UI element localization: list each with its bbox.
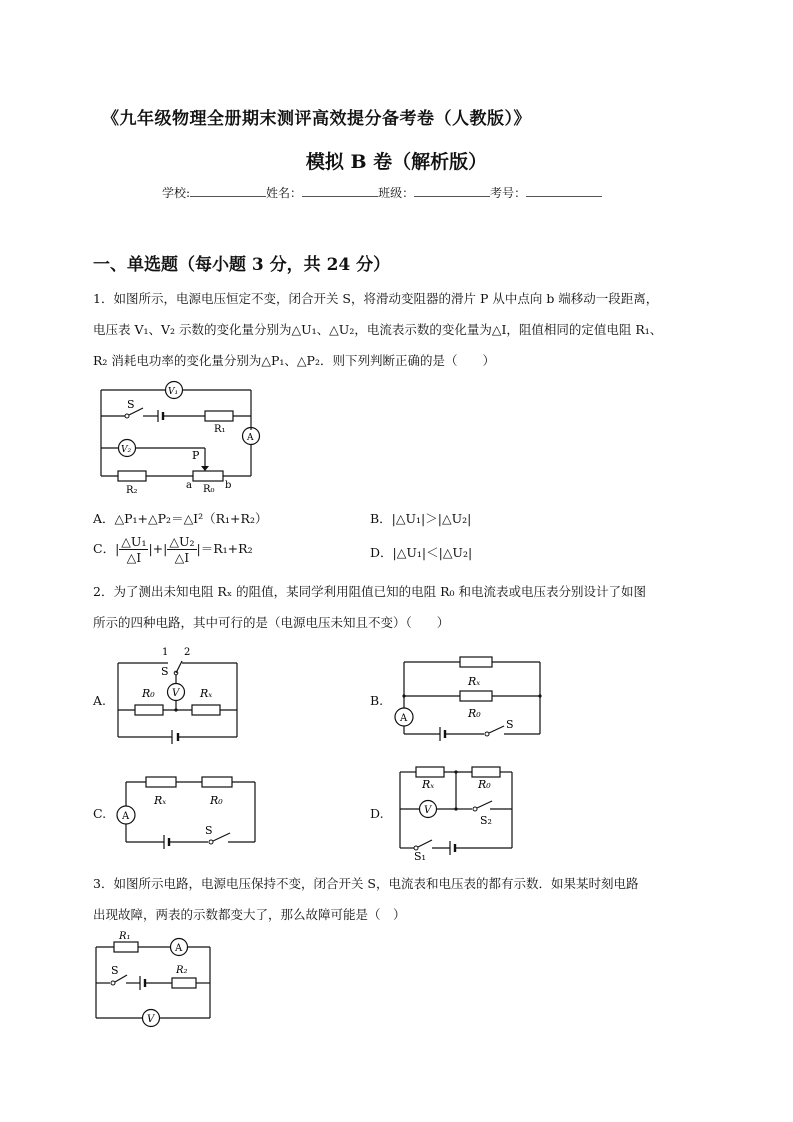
exam-no-label: 考号：	[490, 186, 527, 200]
a-label: A	[122, 811, 130, 822]
document-title: 《九年级物理全册期末测评高效提分备考卷（人教版）》	[102, 109, 531, 129]
exam-no-blank[interactable]	[526, 184, 602, 197]
q2-option-c[interactable]: C.	[93, 806, 107, 821]
r1-resistor-icon	[205, 411, 233, 421]
v-label: V	[147, 1014, 155, 1025]
fraction-2-den: △I	[174, 550, 190, 565]
q2-circuit-a	[110, 645, 245, 750]
q2-option-d[interactable]: D.	[370, 806, 384, 821]
r0-resistor-icon	[472, 767, 500, 777]
r2-label: R₂	[126, 485, 138, 496]
end-b-label: b	[225, 480, 232, 491]
switch-s-icon	[489, 726, 504, 733]
v-label: V	[172, 688, 180, 699]
rx-label: Rₓ	[200, 687, 213, 700]
r0-label: R₀	[478, 778, 491, 791]
fraction-1	[119, 534, 148, 565]
q2-option-b[interactable]: B.	[370, 693, 384, 708]
p-label: P	[192, 449, 200, 462]
q3-stem	[93, 868, 705, 930]
r1-resistor-icon	[114, 942, 138, 952]
s1-label: S₁	[414, 850, 426, 862]
q1-stem	[93, 283, 705, 376]
end-a-label: a	[186, 480, 192, 491]
q1-option-c-suffix: |＝R₁+R₂	[196, 541, 253, 556]
top-resistor-icon	[460, 657, 492, 667]
q2-line2: 所示的四种电路，其中可行的是（电源电压未知且不变）（ ）	[93, 615, 450, 630]
q2-circuit-d	[392, 762, 522, 862]
r0-label: R₀	[468, 707, 481, 720]
s-label: S	[161, 665, 169, 678]
school-blank[interactable]	[190, 184, 266, 197]
class-label: 班级：	[378, 186, 415, 200]
point-2-label: 2	[184, 647, 191, 658]
q1-line2: 电压表 V₁、V₂ 示数的变化量分别为△U₁、△U₂，电流表示数的变化量为△I，阻值相同的定值电阻 R₁、	[93, 322, 663, 337]
r0-resistor-icon	[202, 777, 232, 787]
rx-resistor-icon	[460, 691, 492, 701]
s-label: S	[127, 398, 135, 411]
slider-arrow-icon	[201, 466, 209, 471]
rx-resistor-icon	[416, 767, 444, 777]
a-label: A	[247, 433, 254, 443]
r1-label: R₁	[119, 931, 131, 942]
s-label: S	[205, 824, 213, 837]
v2-label: V₂	[121, 445, 132, 455]
q2-option-a[interactable]: A.	[93, 693, 107, 708]
s-label: S	[111, 964, 119, 977]
r2-resistor-icon	[118, 471, 146, 481]
q1-option-d[interactable]: D．|△U₁|＜|△U₂|	[370, 545, 473, 560]
name-label: 姓名：	[266, 186, 303, 200]
q1-circuit-diagram	[93, 378, 268, 498]
q2-circuit-b	[390, 652, 550, 747]
q3-line1: 3．如图所示电路，电源电压保持不变，闭合开关 S，电流表和电压表的都有示数．如果某时刻电路	[93, 876, 639, 891]
a-label: A	[400, 713, 408, 724]
q3-circuit-diagram	[90, 928, 220, 1033]
student-info-line	[162, 184, 602, 201]
q3-line2: 出现故障，两表的示数都变大了，那么故障可能是（ ）	[93, 907, 406, 922]
r2-label: R₂	[176, 965, 188, 976]
rx-label: Rₓ	[468, 675, 481, 688]
q1-option-b[interactable]: B．|△U₁|＞|△U₂|	[370, 511, 472, 526]
r1-label: R₁	[214, 424, 226, 435]
switch-s-icon	[176, 661, 182, 673]
rx-label: Rₓ	[422, 778, 435, 791]
point-1-label: 1	[162, 647, 169, 658]
r0-rheostat-icon	[193, 471, 223, 481]
fraction-1-num: △U₁	[121, 534, 147, 549]
v-label: V	[424, 805, 432, 816]
q2-line1: 2．为了测出未知电阻 Rₓ 的阻值，某同学利用阻值已知的电阻 R₀ 和电流表或电压表分别设计了如图	[93, 584, 646, 599]
class-blank[interactable]	[414, 184, 490, 197]
document-subtitle: 模拟 B 卷（解析版）	[305, 151, 488, 173]
q2-circuit-c	[110, 770, 260, 855]
rx-label: Rₓ	[154, 794, 167, 807]
q2-stem	[93, 576, 705, 638]
school-label: 学校:	[162, 186, 191, 200]
switch-s-icon	[125, 414, 129, 418]
fraction-2-num: △U₂	[169, 534, 195, 549]
v1-label: V₁	[168, 387, 179, 397]
rx-resistor-icon	[192, 705, 220, 715]
s-label: S	[506, 718, 514, 731]
fraction-2	[167, 534, 196, 565]
name-blank[interactable]	[302, 184, 378, 197]
r2-resistor-icon	[172, 978, 196, 988]
q1-line1: 1．如图所示，电源电压恒定不变，闭合开关 S，将滑动变阻器的滑片 P 从中点向 b 端移动一段距离，	[93, 291, 659, 306]
r0-label: R₀	[142, 687, 155, 700]
q1-option-a[interactable]: A．△P₁+△P₂＝△I²（R₁+R₂）	[93, 511, 268, 526]
r0-resistor-icon	[135, 705, 163, 715]
switch-s1-icon	[418, 840, 432, 847]
switch-s2-icon	[477, 801, 492, 808]
switch-s-icon	[213, 833, 230, 841]
q1-line3: R₂ 消耗电功率的变化量分别为△P₁、△P₂．则下列判断正确的是（ ）	[93, 353, 495, 368]
a-label: A	[175, 943, 183, 954]
r0-label: R₀	[203, 484, 215, 495]
q1-option-c-prefix: C．	[93, 541, 116, 556]
r0-label: R₀	[210, 794, 223, 807]
rx-resistor-icon	[146, 777, 176, 787]
fraction-1-den: △I	[126, 550, 142, 565]
section-heading: 一、单选题（每小题 3 分，共 24 分）	[93, 255, 391, 275]
s2-label: S₂	[480, 814, 492, 827]
q1-option-c[interactable]: C．| $\frac{\text{△U₁}}{\triangle I}$ |+| $\frac{\text{△U₂}}{\triangle I}$ |＝R₁+R₂	[93, 534, 253, 565]
